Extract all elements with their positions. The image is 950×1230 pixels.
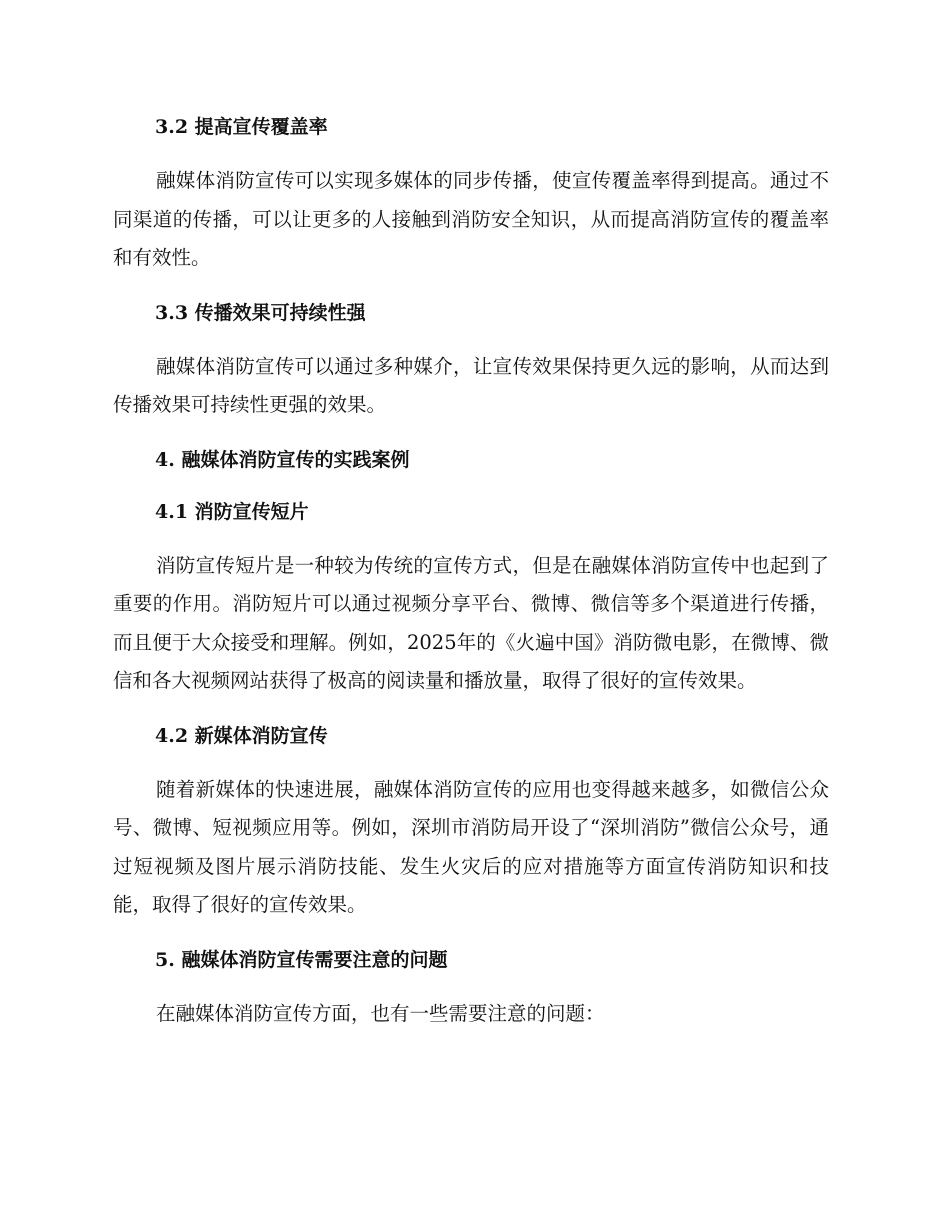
paragraph-coverage: 融媒体消防宣传可以实现多媒体的同步传播，使宣传覆盖率得到提高。通过不同渠道的传播，可以让更多的人接触到消防安全知识，从而提高消防宣传的覆盖率和有效性。 — [113, 169, 829, 269]
section-heading-4-1: 4.1 消防宣传短片 — [155, 500, 309, 523]
paragraph-new-media: 随着新媒体的快速进展，融媒体消防宣传的应用也变得越来越多，如微信公众号、微博、短视频应用等。例如，深圳市消防局开设了“深圳消防”微信公众号，通过短视频及图片展示消防技能、发生火灾后的应对措施等方面宣传消防知识和技能，取得了很好的宣传效果。 — [113, 777, 829, 916]
section-heading-3-2: 3.2 提高宣传覆盖率 — [155, 116, 328, 138]
document-body — [113, 110, 829, 1051]
section-heading-4-2: 4.2 新媒体消防宣传 — [155, 724, 328, 747]
section-heading-4: 4. 融媒体消防宣传的实践案例 — [155, 448, 410, 471]
paragraph-sustainability: 融媒体消防宣传可以通过多种媒介，让宣传效果保持更久远的影响，从而达到传播效果可持续性更强的效果。 — [113, 354, 829, 416]
paragraph-issues-intro: 在融媒体消防宣传方面，也有一些需要注意的问题： — [156, 1001, 605, 1025]
section-heading-3-3: 3.3 传播效果可持续性强 — [155, 301, 366, 324]
section-heading-5: 5. 融媒体消防宣传需要注意的问题 — [155, 948, 448, 971]
paragraph-short-films: 消防宣传短片是一种较为传统的宣传方式，但是在融媒体消防宣传中也起到了重要的作用。消防短片可以通过视频分享平台、微博、微信等多个渠道进行传播，而且便于大众接受和理解。例如，2025年的《火遍中国》消防微电影，在微博、微信和各大视频网站获得了极高的阅读量和播放量，取得了很好的宣传效果。 — [113, 553, 829, 692]
